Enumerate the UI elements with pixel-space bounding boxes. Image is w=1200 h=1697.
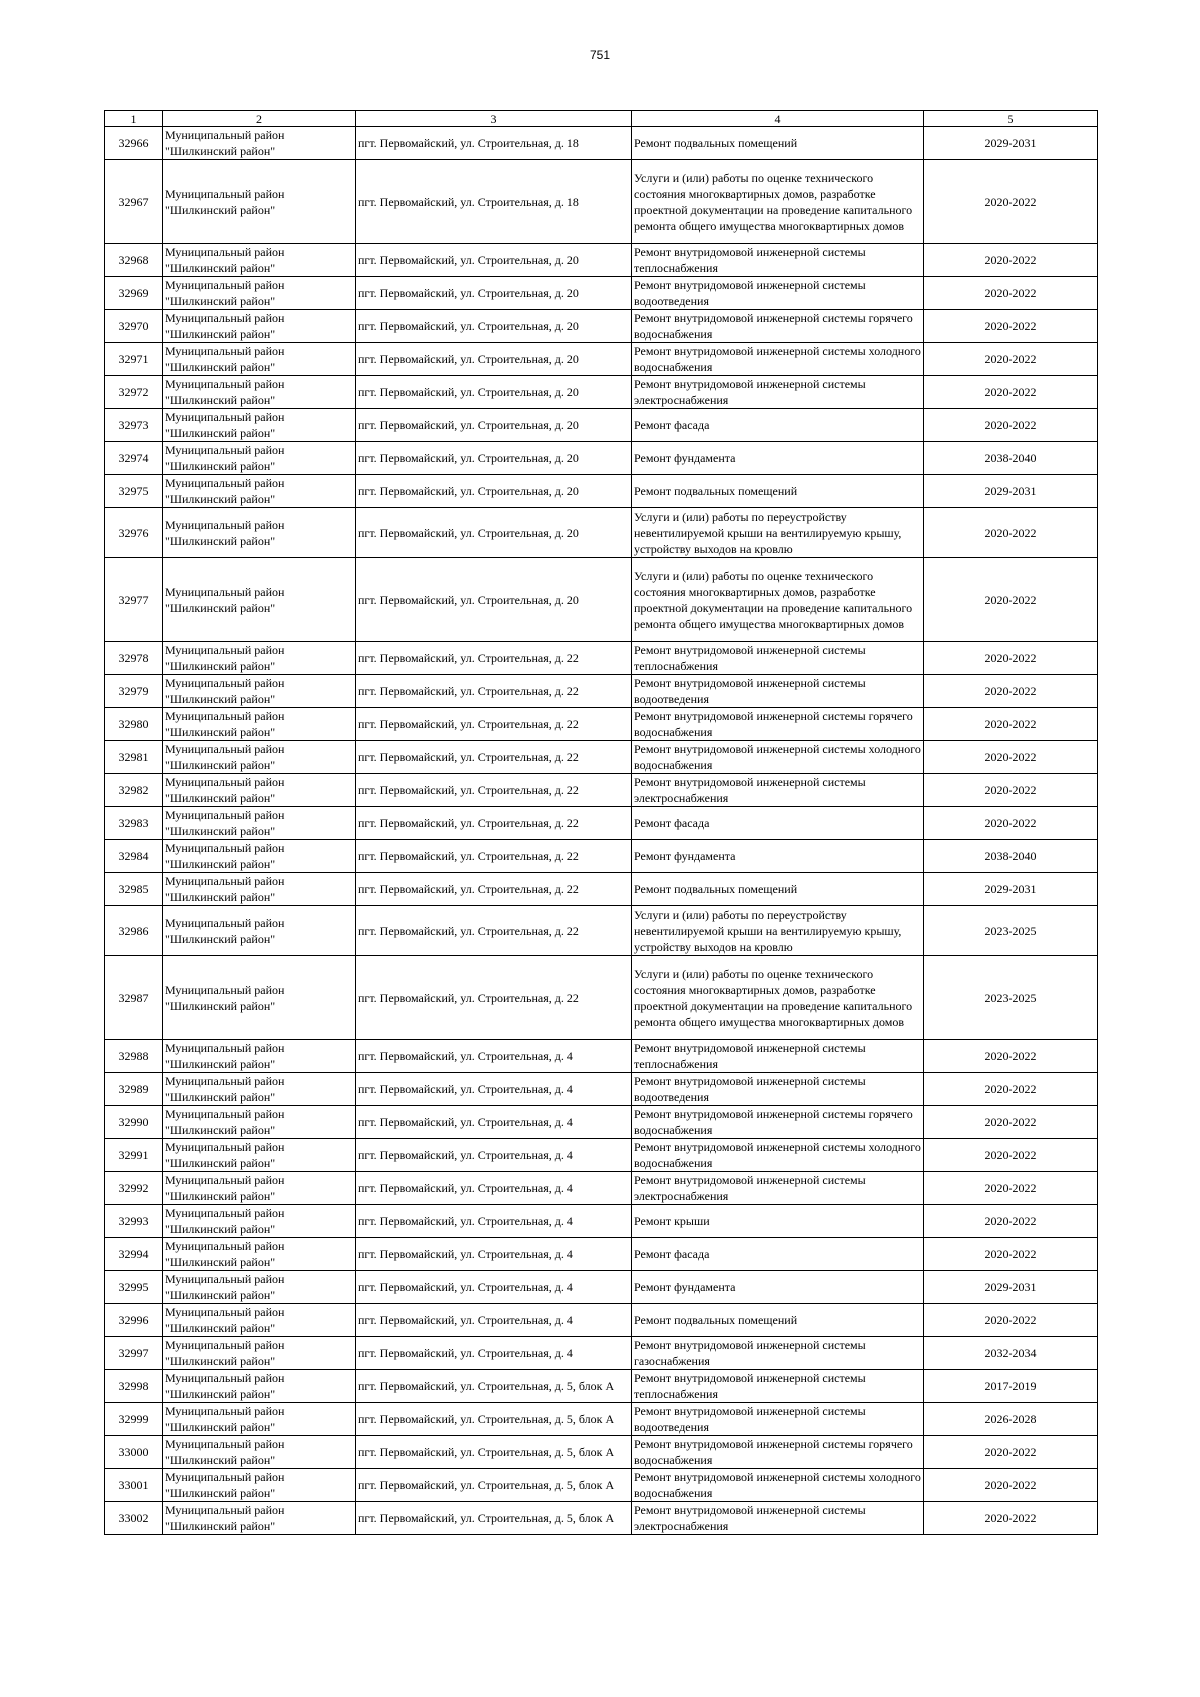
address-cell: пгт. Первомайский, ул. Строительная, д. 22 xyxy=(356,840,632,873)
row-number: 32970 xyxy=(105,310,163,343)
period-cell: 2020-2022 xyxy=(924,708,1098,741)
work-type-cell: Услуги и (или) работы по оценке технического состояния многоквартирных домов, разработке проектной документации на проведение капитального ремонта общего имущества многоквартирных домов xyxy=(632,558,924,642)
work-type-cell: Ремонт фундамента xyxy=(632,840,924,873)
address-cell: пгт. Первомайский, ул. Строительная, д. 22 xyxy=(356,807,632,840)
table-row xyxy=(105,1040,1098,1073)
period-cell: 2020-2022 xyxy=(924,310,1098,343)
municipality-cell: Муниципальный район "Шилкинский район" xyxy=(163,376,356,409)
row-number: 32976 xyxy=(105,508,163,558)
work-type-cell: Ремонт фасада xyxy=(632,409,924,442)
row-number: 32993 xyxy=(105,1205,163,1238)
municipality-cell: Муниципальный район "Шилкинский район" xyxy=(163,127,356,160)
table-row xyxy=(105,127,1098,160)
municipality-cell: Муниципальный район "Шилкинский район" xyxy=(163,558,356,642)
row-number: 33001 xyxy=(105,1469,163,1502)
address-cell: пгт. Первомайский, ул. Строительная, д. 20 xyxy=(356,442,632,475)
period-cell: 2020-2022 xyxy=(924,741,1098,774)
municipality-cell: Муниципальный район "Шилкинский район" xyxy=(163,906,356,956)
table-row xyxy=(105,310,1098,343)
page-number: 751 xyxy=(589,48,611,62)
period-cell: 2023-2025 xyxy=(924,906,1098,956)
municipality-cell: Муниципальный район "Шилкинский район" xyxy=(163,1370,356,1403)
work-type-cell: Ремонт внутридомовой инженерной системы холодного водоснабжения xyxy=(632,1469,924,1502)
municipality-cell: Муниципальный район "Шилкинский район" xyxy=(163,310,356,343)
row-number: 32991 xyxy=(105,1139,163,1172)
period-cell: 2020-2022 xyxy=(924,1205,1098,1238)
table-row xyxy=(105,1304,1098,1337)
address-cell: пгт. Первомайский, ул. Строительная, д. 4 xyxy=(356,1337,632,1370)
municipality-cell: Муниципальный район "Шилкинский район" xyxy=(163,343,356,376)
municipality-cell: Муниципальный район "Шилкинский район" xyxy=(163,675,356,708)
row-number: 32988 xyxy=(105,1040,163,1073)
row-number: 32981 xyxy=(105,741,163,774)
period-cell: 2020-2022 xyxy=(924,558,1098,642)
table-row xyxy=(105,1238,1098,1271)
period-cell: 2020-2022 xyxy=(924,642,1098,675)
table-row xyxy=(105,1271,1098,1304)
row-number: 33002 xyxy=(105,1502,163,1535)
address-cell: пгт. Первомайский, ул. Строительная, д. 20 xyxy=(356,310,632,343)
row-number: 32994 xyxy=(105,1238,163,1271)
table-row xyxy=(105,956,1098,1040)
address-cell: пгт. Первомайский, ул. Строительная, д. 20 xyxy=(356,376,632,409)
address-cell: пгт. Первомайский, ул. Строительная, д. 22 xyxy=(356,741,632,774)
table-row xyxy=(105,442,1098,475)
address-cell: пгт. Первомайский, ул. Строительная, д. 22 xyxy=(356,642,632,675)
table-row xyxy=(105,160,1098,244)
row-number: 32975 xyxy=(105,475,163,508)
municipality-cell: Муниципальный район "Шилкинский район" xyxy=(163,1469,356,1502)
table-row xyxy=(105,1172,1098,1205)
period-cell: 2032-2034 xyxy=(924,1337,1098,1370)
work-type-cell: Услуги и (или) работы по переустройству невентилируемой крыши на вентилируемую крышу, устройству выходов на кровлю xyxy=(632,508,924,558)
work-type-cell: Ремонт внутридомовой инженерной системы теплоснабжения xyxy=(632,642,924,675)
period-cell: 2020-2022 xyxy=(924,1106,1098,1139)
period-cell: 2020-2022 xyxy=(924,343,1098,376)
table-row xyxy=(105,708,1098,741)
period-cell: 2020-2022 xyxy=(924,1073,1098,1106)
period-cell: 2029-2031 xyxy=(924,475,1098,508)
period-cell: 2020-2022 xyxy=(924,244,1098,277)
municipality-cell: Муниципальный район "Шилкинский район" xyxy=(163,807,356,840)
table-row xyxy=(105,1073,1098,1106)
address-cell: пгт. Первомайский, ул. Строительная, д. 5, блок А xyxy=(356,1436,632,1469)
period-cell: 2038-2040 xyxy=(924,840,1098,873)
row-number: 32999 xyxy=(105,1403,163,1436)
municipality-cell: Муниципальный район "Шилкинский район" xyxy=(163,873,356,906)
address-cell: пгт. Первомайский, ул. Строительная, д. 5, блок А xyxy=(356,1403,632,1436)
table-row xyxy=(105,409,1098,442)
row-number: 32979 xyxy=(105,675,163,708)
address-cell: пгт. Первомайский, ул. Строительная, д. 22 xyxy=(356,774,632,807)
row-number: 32966 xyxy=(105,127,163,160)
period-cell: 2029-2031 xyxy=(924,1271,1098,1304)
row-number: 33000 xyxy=(105,1436,163,1469)
row-number: 32992 xyxy=(105,1172,163,1205)
period-cell: 2020-2022 xyxy=(924,409,1098,442)
address-cell: пгт. Первомайский, ул. Строительная, д. 20 xyxy=(356,277,632,310)
work-type-cell: Ремонт внутридомовой инженерной системы холодного водоснабжения xyxy=(632,343,924,376)
municipality-cell: Муниципальный район "Шилкинский район" xyxy=(163,774,356,807)
row-number: 32983 xyxy=(105,807,163,840)
period-cell: 2026-2028 xyxy=(924,1403,1098,1436)
work-type-cell: Ремонт внутридомовой инженерной системы горячего водоснабжения xyxy=(632,1436,924,1469)
work-type-cell: Ремонт внутридомовой инженерной системы холодного водоснабжения xyxy=(632,1139,924,1172)
work-type-cell: Услуги и (или) работы по оценке технического состояния многоквартирных домов, разработке проектной документации на проведение капитального ремонта общего имущества многоквартирных домов xyxy=(632,160,924,244)
work-type-cell: Ремонт внутридомовой инженерной системы электроснабжения xyxy=(632,1502,924,1535)
row-number: 32984 xyxy=(105,840,163,873)
work-type-cell: Ремонт внутридомовой инженерной системы газоснабжения xyxy=(632,1337,924,1370)
column-header-municipality: 2 xyxy=(163,111,356,127)
row-number: 32986 xyxy=(105,906,163,956)
work-type-cell: Ремонт внутридомовой инженерной системы теплоснабжения xyxy=(632,1040,924,1073)
municipality-cell: Муниципальный район "Шилкинский район" xyxy=(163,1271,356,1304)
table-row xyxy=(105,1139,1098,1172)
period-cell: 2020-2022 xyxy=(924,774,1098,807)
period-cell: 2020-2022 xyxy=(924,160,1098,244)
work-type-cell: Ремонт фасада xyxy=(632,1238,924,1271)
work-type-cell: Ремонт фасада xyxy=(632,807,924,840)
address-cell: пгт. Первомайский, ул. Строительная, д. 5, блок А xyxy=(356,1469,632,1502)
period-cell: 2020-2022 xyxy=(924,1172,1098,1205)
work-type-cell: Ремонт внутридомовой инженерной системы электроснабжения xyxy=(632,774,924,807)
work-type-cell: Услуги и (или) работы по оценке технического состояния многоквартирных домов, разработке проектной документации на проведение капитального ремонта общего имущества многоквартирных домов xyxy=(632,956,924,1040)
address-cell: пгт. Первомайский, ул. Строительная, д. 4 xyxy=(356,1271,632,1304)
table-row xyxy=(105,1502,1098,1535)
work-type-cell: Ремонт внутридомовой инженерной системы электроснабжения xyxy=(632,376,924,409)
row-number: 32990 xyxy=(105,1106,163,1139)
column-header-number: 1 xyxy=(105,111,163,127)
municipality-cell: Муниципальный район "Шилкинский район" xyxy=(163,1040,356,1073)
address-cell: пгт. Первомайский, ул. Строительная, д. 4 xyxy=(356,1040,632,1073)
row-number: 32995 xyxy=(105,1271,163,1304)
table-row xyxy=(105,475,1098,508)
address-cell: пгт. Первомайский, ул. Строительная, д. 4 xyxy=(356,1304,632,1337)
address-cell: пгт. Первомайский, ул. Строительная, д. 22 xyxy=(356,873,632,906)
municipality-cell: Муниципальный район "Шилкинский район" xyxy=(163,442,356,475)
work-type-cell: Ремонт внутридомовой инженерной системы водоотведения xyxy=(632,1403,924,1436)
work-type-cell: Ремонт подвальных помещений xyxy=(632,873,924,906)
municipality-cell: Муниципальный район "Шилкинский район" xyxy=(163,1436,356,1469)
address-cell: пгт. Первомайский, ул. Строительная, д. 4 xyxy=(356,1139,632,1172)
period-cell: 2020-2022 xyxy=(924,1469,1098,1502)
row-number: 32989 xyxy=(105,1073,163,1106)
row-number: 32978 xyxy=(105,642,163,675)
row-number: 32980 xyxy=(105,708,163,741)
municipality-cell: Муниципальный район "Шилкинский район" xyxy=(163,642,356,675)
municipality-cell: Муниципальный район "Шилкинский район" xyxy=(163,1106,356,1139)
municipality-cell: Муниципальный район "Шилкинский район" xyxy=(163,1337,356,1370)
address-cell: пгт. Первомайский, ул. Строительная, д. 22 xyxy=(356,906,632,956)
work-type-cell: Ремонт подвальных помещений xyxy=(632,475,924,508)
work-type-cell: Ремонт внутридомовой инженерной системы холодного водоснабжения xyxy=(632,741,924,774)
table-row xyxy=(105,1370,1098,1403)
municipality-cell: Муниципальный район "Шилкинский район" xyxy=(163,1073,356,1106)
work-type-cell: Ремонт фундамента xyxy=(632,442,924,475)
work-type-cell: Ремонт подвальных помещений xyxy=(632,1304,924,1337)
period-cell: 2020-2022 xyxy=(924,675,1098,708)
address-cell: пгт. Первомайский, ул. Строительная, д. 22 xyxy=(356,708,632,741)
table-row xyxy=(105,1469,1098,1502)
address-cell: пгт. Первомайский, ул. Строительная, д. 20 xyxy=(356,343,632,376)
period-cell: 2020-2022 xyxy=(924,1040,1098,1073)
address-cell: пгт. Первомайский, ул. Строительная, д. 20 xyxy=(356,475,632,508)
table-row xyxy=(105,376,1098,409)
period-cell: 2020-2022 xyxy=(924,807,1098,840)
address-cell: пгт. Первомайский, ул. Строительная, д. 4 xyxy=(356,1073,632,1106)
table-row xyxy=(105,277,1098,310)
period-cell: 2020-2022 xyxy=(924,1238,1098,1271)
municipality-cell: Муниципальный район "Шилкинский район" xyxy=(163,277,356,310)
address-cell: пгт. Первомайский, ул. Строительная, д. 4 xyxy=(356,1106,632,1139)
period-cell: 2038-2040 xyxy=(924,442,1098,475)
table-row xyxy=(105,741,1098,774)
work-type-cell: Ремонт подвальных помещений xyxy=(632,127,924,160)
work-type-cell: Ремонт внутридомовой инженерной системы горячего водоснабжения xyxy=(632,708,924,741)
row-number: 32998 xyxy=(105,1370,163,1403)
column-header-address: 3 xyxy=(356,111,632,127)
work-type-cell: Ремонт внутридомовой инженерной системы водоотведения xyxy=(632,277,924,310)
row-number: 32974 xyxy=(105,442,163,475)
table-row xyxy=(105,1337,1098,1370)
work-type-cell: Услуги и (или) работы по переустройству невентилируемой крыши на вентилируемую крышу, устройству выходов на кровлю xyxy=(632,906,924,956)
row-number: 32985 xyxy=(105,873,163,906)
address-cell: пгт. Первомайский, ул. Строительная, д. 18 xyxy=(356,127,632,160)
row-number: 32967 xyxy=(105,160,163,244)
work-type-cell: Ремонт внутридомовой инженерной системы водоотведения xyxy=(632,1073,924,1106)
period-cell: 2029-2031 xyxy=(924,873,1098,906)
address-cell: пгт. Первомайский, ул. Строительная, д. 4 xyxy=(356,1205,632,1238)
municipality-cell: Муниципальный район "Шилкинский район" xyxy=(163,708,356,741)
period-cell: 2023-2025 xyxy=(924,956,1098,1040)
municipality-cell: Муниципальный район "Шилкинский район" xyxy=(163,1403,356,1436)
table-body xyxy=(105,127,1098,1535)
work-type-cell: Ремонт внутридомовой инженерной системы водоотведения xyxy=(632,675,924,708)
table-row xyxy=(105,807,1098,840)
address-cell: пгт. Первомайский, ул. Строительная, д. 4 xyxy=(356,1172,632,1205)
column-header-work-type: 4 xyxy=(632,111,924,127)
table-row xyxy=(105,244,1098,277)
row-number: 32977 xyxy=(105,558,163,642)
row-number: 32972 xyxy=(105,376,163,409)
work-type-cell: Ремонт внутридомовой инженерной системы электроснабжения xyxy=(632,1172,924,1205)
period-cell: 2020-2022 xyxy=(924,508,1098,558)
work-type-cell: Ремонт фундамента xyxy=(632,1271,924,1304)
municipality-cell: Муниципальный район "Шилкинский район" xyxy=(163,741,356,774)
address-cell: пгт. Первомайский, ул. Строительная, д. 22 xyxy=(356,675,632,708)
work-type-cell: Ремонт внутридомовой инженерной системы теплоснабжения xyxy=(632,1370,924,1403)
work-type-cell: Ремонт внутридомовой инженерной системы теплоснабжения xyxy=(632,244,924,277)
period-cell: 2017-2019 xyxy=(924,1370,1098,1403)
table-row xyxy=(105,1106,1098,1139)
table-row xyxy=(105,642,1098,675)
address-cell: пгт. Первомайский, ул. Строительная, д. 20 xyxy=(356,558,632,642)
address-cell: пгт. Первомайский, ул. Строительная, д. 18 xyxy=(356,160,632,244)
address-cell: пгт. Первомайский, ул. Строительная, д. 4 xyxy=(356,1238,632,1271)
period-cell: 2020-2022 xyxy=(924,376,1098,409)
table-row xyxy=(105,1436,1098,1469)
municipality-cell: Муниципальный район "Шилкинский район" xyxy=(163,1502,356,1535)
period-cell: 2020-2022 xyxy=(924,1436,1098,1469)
table-header xyxy=(105,111,1098,127)
table-row xyxy=(105,906,1098,956)
municipality-cell: Муниципальный район "Шилкинский район" xyxy=(163,244,356,277)
municipality-cell: Муниципальный район "Шилкинский район" xyxy=(163,160,356,244)
table-row xyxy=(105,873,1098,906)
work-type-cell: Ремонт внутридомовой инженерной системы горячего водоснабжения xyxy=(632,1106,924,1139)
work-type-cell: Ремонт крыши xyxy=(632,1205,924,1238)
table-row xyxy=(105,508,1098,558)
address-cell: пгт. Первомайский, ул. Строительная, д. 20 xyxy=(356,244,632,277)
row-number: 32996 xyxy=(105,1304,163,1337)
period-cell: 2020-2022 xyxy=(924,277,1098,310)
row-number: 32987 xyxy=(105,956,163,1040)
period-cell: 2020-2022 xyxy=(924,1304,1098,1337)
municipality-cell: Муниципальный район "Шилкинский район" xyxy=(163,1304,356,1337)
table-row xyxy=(105,558,1098,642)
row-number: 32968 xyxy=(105,244,163,277)
period-cell: 2029-2031 xyxy=(924,127,1098,160)
municipality-cell: Муниципальный район "Шилкинский район" xyxy=(163,1172,356,1205)
repair-schedule-table xyxy=(104,110,1098,1535)
header-row xyxy=(105,111,1098,127)
address-cell: пгт. Первомайский, ул. Строительная, д. 5, блок А xyxy=(356,1370,632,1403)
municipality-cell: Муниципальный район "Шилкинский район" xyxy=(163,840,356,873)
municipality-cell: Муниципальный район "Шилкинский район" xyxy=(163,508,356,558)
municipality-cell: Муниципальный район "Шилкинский район" xyxy=(163,409,356,442)
address-cell: пгт. Первомайский, ул. Строительная, д. 20 xyxy=(356,409,632,442)
address-cell: пгт. Первомайский, ул. Строительная, д. 22 xyxy=(356,956,632,1040)
period-cell: 2020-2022 xyxy=(924,1139,1098,1172)
municipality-cell: Муниципальный район "Шилкинский район" xyxy=(163,956,356,1040)
row-number: 32982 xyxy=(105,774,163,807)
table-row xyxy=(105,675,1098,708)
address-cell: пгт. Первомайский, ул. Строительная, д. 20 xyxy=(356,508,632,558)
table-row xyxy=(105,1205,1098,1238)
municipality-cell: Муниципальный район "Шилкинский район" xyxy=(163,475,356,508)
table-row xyxy=(105,774,1098,807)
period-cell: 2020-2022 xyxy=(924,1502,1098,1535)
row-number: 32997 xyxy=(105,1337,163,1370)
table-row xyxy=(105,840,1098,873)
row-number: 32971 xyxy=(105,343,163,376)
municipality-cell: Муниципальный район "Шилкинский район" xyxy=(163,1205,356,1238)
municipality-cell: Муниципальный район "Шилкинский район" xyxy=(163,1139,356,1172)
row-number: 32969 xyxy=(105,277,163,310)
table-row xyxy=(105,343,1098,376)
address-cell: пгт. Первомайский, ул. Строительная, д. 5, блок А xyxy=(356,1502,632,1535)
table-row xyxy=(105,1403,1098,1436)
column-header-period: 5 xyxy=(924,111,1098,127)
work-type-cell: Ремонт внутридомовой инженерной системы горячего водоснабжения xyxy=(632,310,924,343)
municipality-cell: Муниципальный район "Шилкинский район" xyxy=(163,1238,356,1271)
row-number: 32973 xyxy=(105,409,163,442)
